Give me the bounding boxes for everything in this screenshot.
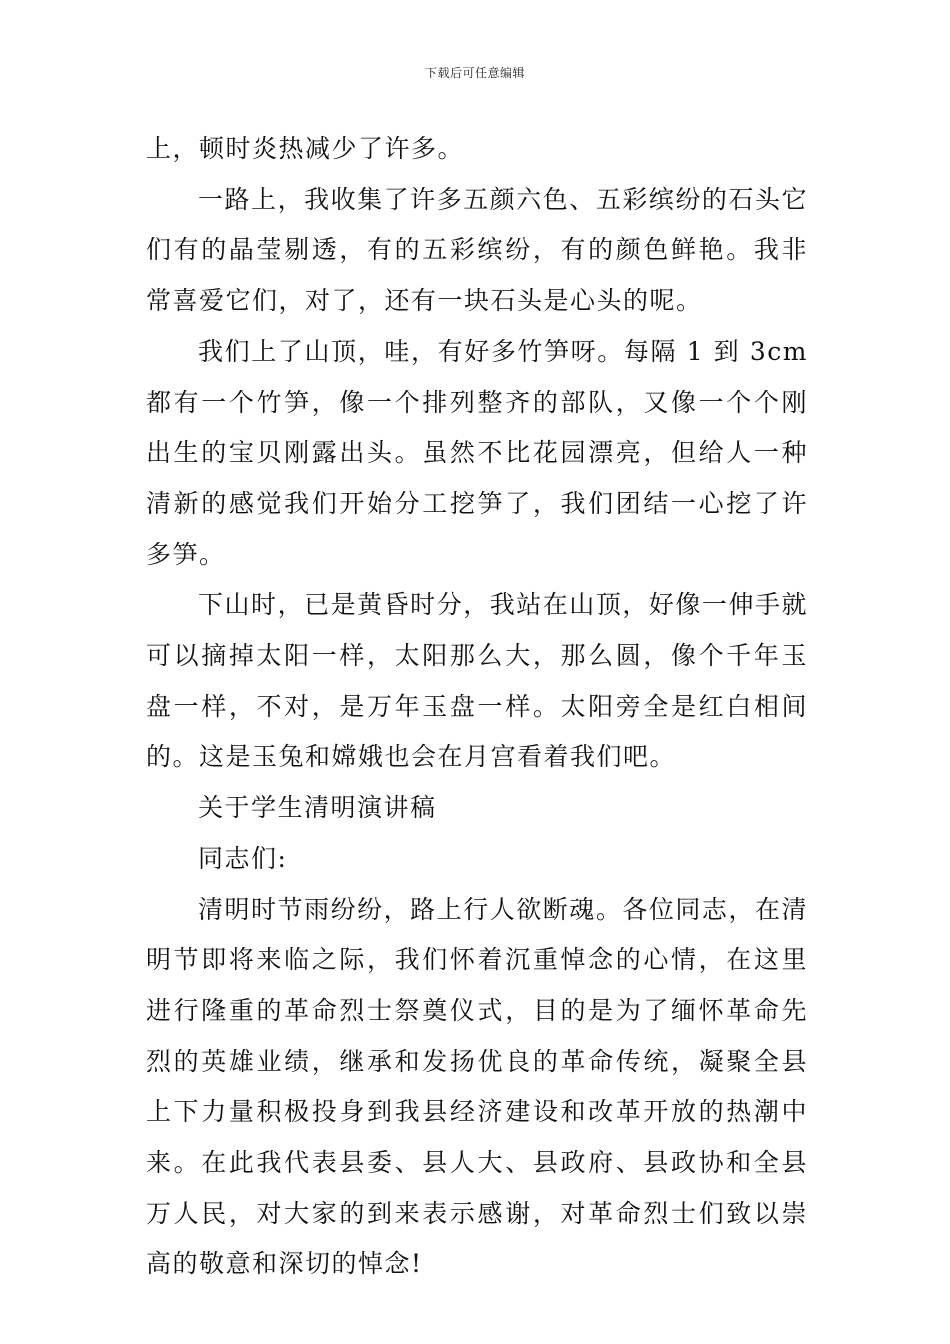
paragraph-stones: 一路上，我收集了许多五颜六色、五彩缤纷的石头它们有的晶莹剔透，有的五彩缤纷，有的颜色鲜艳。我非常喜爱它们，对了，还有一块石头是心头的呢。 (146, 184, 808, 316)
paragraph-speech: 清明时节雨纷纷，路上行人欲断魂。各位同志，在清明节即将来临之际，我们怀着沉重悼念的心情，在这里进行隆重的革命烈士祭奠仪式，目的是为了缅怀革命先烈的英雄业绩，继承和发扬优良的革命传统，凝聚全县上下力量积极投身到我县经济建设和改革开放的热潮中来。在此我代表县委、县人大、县政府、县政协和全县万人民，对大家的到来表示感谢，对革命烈士们致以崇高的敬意和深切的悼念! (146, 894, 808, 1279)
section-title: 关于学生清明演讲稿 (198, 793, 437, 823)
paragraph-continuation: 上，顿时炎热减少了许多。 (146, 134, 465, 163)
paragraph-bamboo-shoots: 我们上了山顶，哇，有好多竹笋呀。每隔 1 到 3cm 都有一个竹笋，像一个排列整齐的部队，又像一个个刚出生的宝贝刚露出头。虽然不比花园漂亮，但给人一种清新的感觉我们开始分工挖笋了，我们团结一心挖了许多笋。 (146, 336, 808, 569)
document-body (146, 124, 808, 1290)
page-header: 下载后可任意编辑 (424, 66, 525, 80)
paragraph-sunset: 下山时，已是黄昏时分，我站在山顶，好像一伸手就可以摘掉太阳一样，太阳那么大，那么圆，像个千年玉盘一样，不对，是万年玉盘一样。太阳旁全是红白相间的。这是玉兔和嫦娥也会在月宫看着我们吧。 (146, 590, 808, 772)
salutation: 同志们: (198, 843, 288, 873)
